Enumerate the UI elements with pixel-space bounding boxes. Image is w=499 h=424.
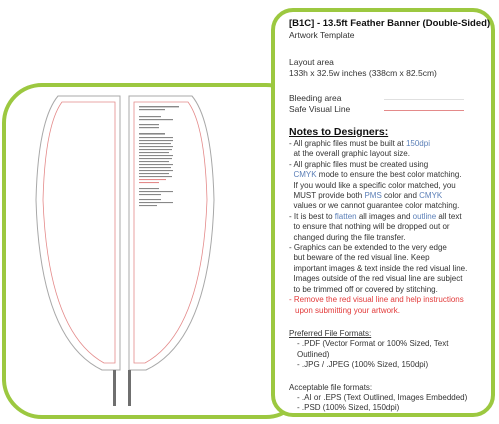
note-text: - It is best to [289,211,335,221]
note-highlight: flatten [334,211,357,221]
note-line [289,181,481,191]
note-text: MUST provide both [289,191,365,201]
safe-visual-line-legend [289,104,481,115]
note-text: - All graphic files must be built at [289,139,406,148]
note-text: all text [436,211,462,221]
note-text: but beware of the red visual line. Keep [289,253,430,263]
note-line [289,191,481,201]
note-highlight: PMS [364,191,382,201]
note-line [289,139,481,149]
notes-heading: Notes to Designers: [289,126,389,138]
zoomed-notes-panel [271,8,495,417]
note-text: at the overall graphic layout size. [289,149,410,159]
acceptable-format-item: - .AI or .EPS (Text Outlined, Images Embedded) [297,392,468,402]
preferred-formats-heading: Preferred File Formats: [289,328,372,338]
layout-area [289,57,481,79]
note-line [289,253,481,263]
note-text: - Graphics can be extended to the very edge [289,243,447,253]
note-text: - All graphic files must be created using [289,159,429,169]
note-line [289,160,481,170]
safe-visual-line-label: Safe Visual Line [289,104,351,114]
note-text: values or we cannot guarantee color matching. [289,201,460,211]
note-text: Images outside of the red visual line are subject [289,274,463,284]
note-highlight: outline [412,211,437,221]
note-text: important images & text inside the red visual line. [289,263,468,273]
note-line [289,170,481,180]
bleeding-area-label: Bleeding area [289,93,342,103]
note-text: mode to ensure the best color matching. [316,170,462,180]
note-text: all images and [356,211,413,221]
note-line [289,264,481,274]
note-highlight: CMYK [419,191,443,201]
note-highlight: 150dpi [405,139,430,148]
note-line [289,243,481,253]
note-line [289,285,481,295]
preferred-format-item: - .PDF (Vector Format or 100% Sized, Text Outlined) [297,339,449,359]
layout-area-label: Layout area [289,57,334,67]
note-text: to be trimmed off or covered by stitching. [289,284,438,294]
note-line [289,222,481,232]
note-highlight: CMYK [293,170,317,180]
note-text: changed during the file transfer. [289,232,406,242]
note-line [289,201,481,211]
note-line [289,274,481,284]
acceptable-formats-heading: Acceptable file formats: [289,382,373,392]
acceptable-format-item: - .PSD (100% Sized, 150dpi) [297,403,400,413]
note-line [289,212,481,222]
preferred-format-item: - .JPG / .JPEG (100% Sized, 150dpi) [297,360,429,370]
note-text: If you would like a specific color matched, you [289,180,456,190]
notes-list [289,139,481,295]
template-subtitle: Artwork Template [289,30,355,40]
note-line [289,149,481,159]
left-banner-pole [113,370,116,406]
note-line [289,233,481,243]
template-title: [B1C] - 13.5ft Feather Banner (Double-Sided) [289,18,491,29]
note-text: color and [381,191,420,201]
note-text: to ensure that nothing will be dropped out or [289,222,450,232]
right-banner-pole [128,370,131,406]
safe-visual-line-swatch [384,110,464,111]
warning-line-1: - Remove the red visual line and help instructions [289,295,464,305]
warning-line-2: upon submitting your artwork. [295,305,400,315]
bleeding-area-legend [289,93,481,104]
layout-area-value: 133h x 32.5w inches (338cm x 82.5cm) [289,68,437,78]
bleeding-area-swatch [384,99,464,100]
